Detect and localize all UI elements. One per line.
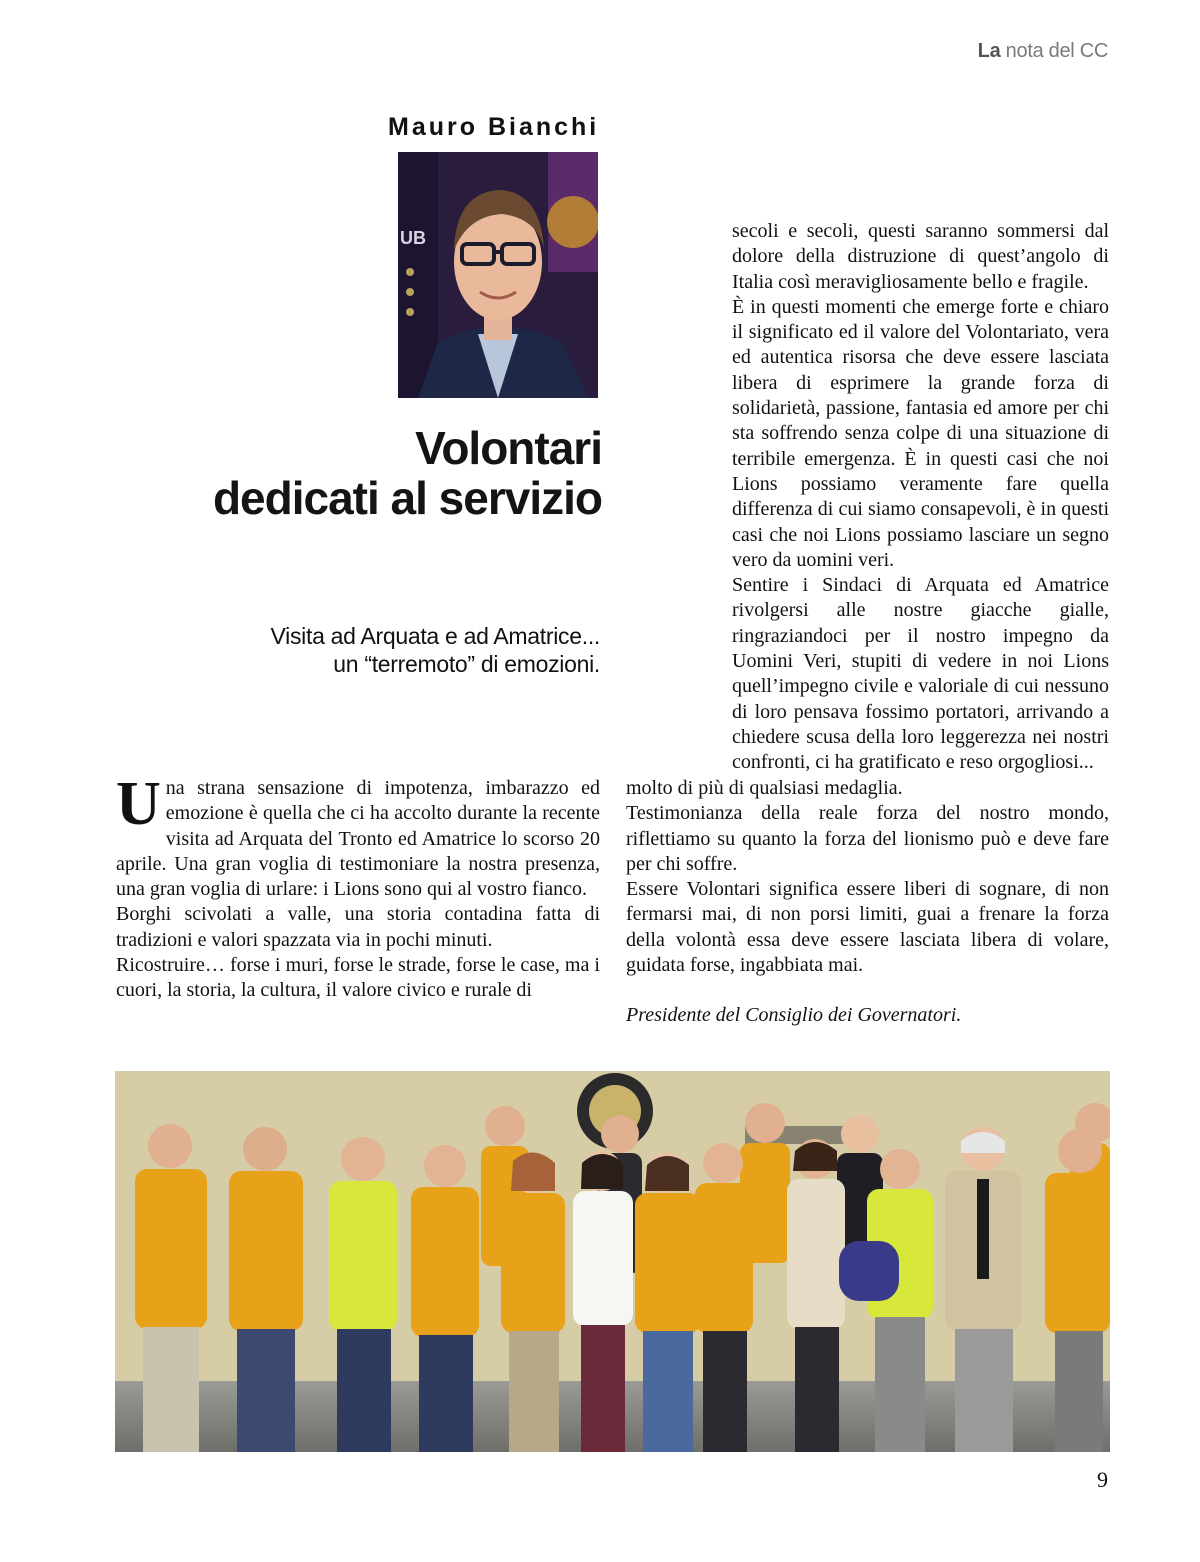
paragraph: È in questi momenti che emerge forte e chiaro il significato ed il valore del Volontariato, vera ed autentica risorsa che deve essere lasciata libera di esprimere la grande forza di solidarietà, passione, fantasia ed amore per chi sta soffrendo senza colpe di una situazione di terribile emergenza. È in questi casi che noi Lions possiamo veramente fare quella differenza di cui siamo consapevoli, è in questi casi che noi Lions possiamo lasciare un segno vero da uomini veri.: [732, 295, 1109, 571]
author-signature: Presidente del Consiglio dei Governatori.: [626, 1004, 962, 1027]
section-tag: [978, 40, 1108, 63]
article-column-left: [116, 770, 600, 1004]
paragraph: Ricostruire… forse i muri, forse le strade, forse le case, ma i cuori, la storia, la cultura, il valore civico e rurale di: [116, 954, 600, 1002]
article-subtitle-line1: Visita ad Arquata e ad Amatrice...: [270, 623, 600, 649]
svg-text:UB: UB: [400, 228, 426, 248]
page-number: 9: [1097, 1467, 1108, 1492]
paragraph: [116, 770, 600, 902]
group-photo: [115, 1071, 1110, 1452]
article-column-right-top: [732, 219, 1109, 776]
article-subtitle: [100, 622, 600, 678]
paragraph: Testimonianza della reale forza del nostro mondo, riflettiamo su quanto la forza del lionismo può e deve fare per chi soffre.: [626, 802, 1109, 875]
paragraph-text: na strana sensazione di impotenza, imbarazzo ed emozione è quella che ci ha accolto durante la recente visita ad Arquata del Tronto ed Amatrice lo scorso 20 aprile. Una gran voglia di testimoniare la nostra presenza, una gran voglia di urlare: i Lions sono qui al vostro fianco.: [116, 777, 600, 901]
paragraph: molto di più di qualsiasi medaglia.: [626, 777, 903, 799]
article-title-line1: Volontari: [415, 422, 602, 474]
article-title: [82, 423, 602, 523]
paragraph: Essere Volontari significa essere liberi di sognare, di non fermarsi mai, di non porsi limiti, guai a frenare la forza della volontà essa deve essere lasciata libera di volare, guidata forse, ingabbiata mai.: [626, 878, 1109, 977]
paragraph: Sentire i Sindaci di Arquata ed Amatrice rivolgersi alle nostre giacche gialle, ringraziandoci per il nostro impegno da Uomini Veri, stupiti di vedere in noi Lions quell’impegno civile e valoriale di cui nessuno di loro pensava fossimo portatori, arrivando a chiedere scusa della loro leggerezza nei nostri confronti, ci ha gratificato e reso orgogliosi...: [732, 574, 1109, 774]
paragraph: secoli e secoli, questi saranno sommersi dal dolore della distruzione di quest’angolo di Italia così meravigliosamente bello e fragile.: [732, 220, 1109, 293]
article-title-line2: dedicati al servizio: [212, 472, 602, 524]
article-subtitle-line2: un “terremoto” di emozioni.: [333, 651, 600, 677]
author-name: Mauro Bianchi: [388, 113, 600, 141]
section-tag-rest: nota del CC: [1000, 40, 1108, 62]
article-column-right-bottom: [626, 776, 1109, 1029]
section-tag-initial: La: [977, 40, 1001, 62]
person-group: [135, 1103, 1110, 1452]
paragraph: Borghi scivolati a valle, una storia contadina fatta di tradizioni e valori spazzata via in pochi minuti.: [116, 903, 600, 951]
drop-cap: U: [116, 770, 161, 838]
author-portrait: [398, 152, 598, 398]
